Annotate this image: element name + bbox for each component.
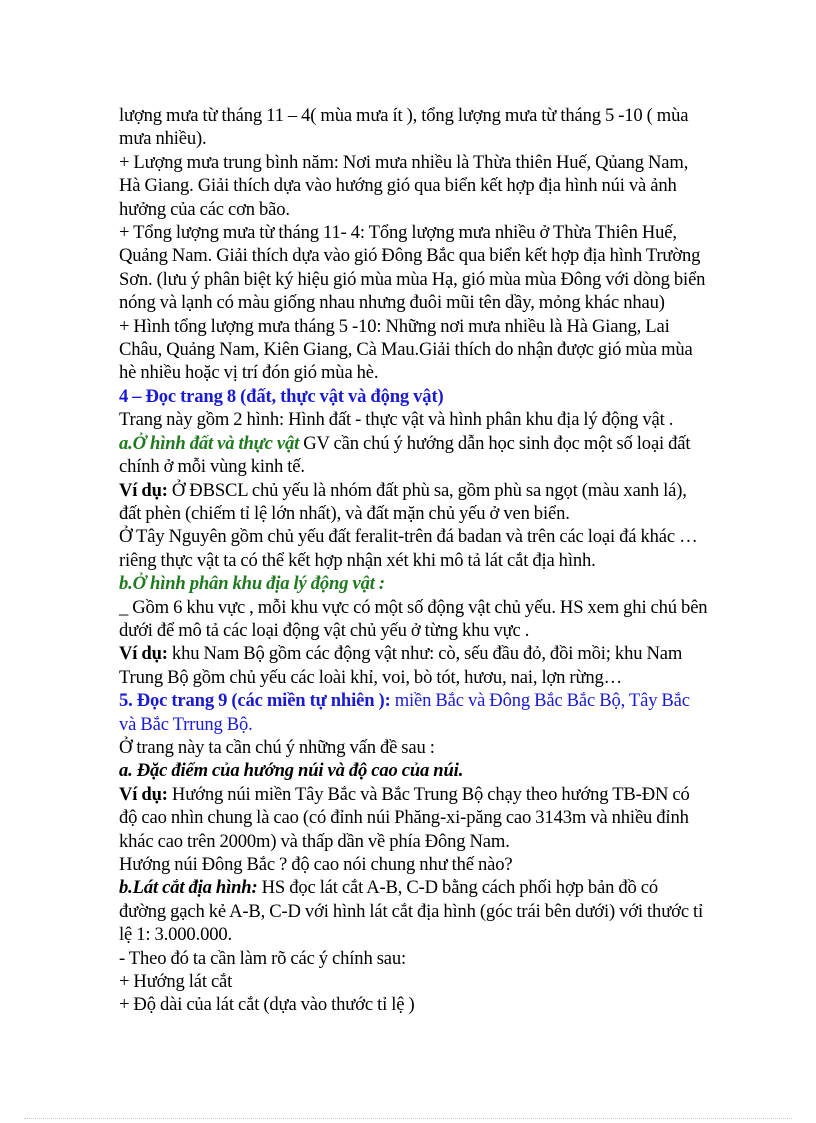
soil-vegetation-text: GV cần chú ý hướng dẫn học sinh đọc một số loại đất chính ở mỗi vùng kinh tế.: [119, 432, 691, 478]
paragraph-rainfall-may-oct: + Hình tổng lượng mưa tháng 5 -10: Những nơi mưa nhiều là Hà Giang, Lai Châu, Quảng Nam, Kiên Giang, Cà Mau.Giải thích do nhận được gió mùa mùa hè nhiều hoặc vị trí đón gió mùa hè.: [119, 315, 693, 384]
example-label: Ví dụ:: [119, 643, 168, 665]
paragraph-tay-nguyen: Ở Tây Nguyên gồm chủ yếu đất feralit-trên đá badan và trên các loại đá khác …riêng thực vật ta có thể kết hợp nhận xét khi mô tả lát cắt địa hình.: [119, 526, 698, 571]
paragraph-example-dbscl: [119, 479, 709, 526]
paragraph-example-animals: [119, 642, 709, 689]
list-item-direction: + Hướng lát cắt: [119, 971, 233, 993]
paragraph-rainfall-seasons: lượng mưa từ tháng 11 – 4( mùa mưa ít ), tổng lượng mưa từ tháng 5 -10 ( mùa mưa nhiều).: [119, 105, 689, 150]
example-text: khu Nam Bộ gồm các động vật như: cò, sếu đầu đỏ, đồi mồi; khu Nam Trung Bộ gồm chủ yếu các loài khỉ, voi, bò tót, hươu, nai, lợn rừng…: [119, 643, 683, 688]
example-label: Ví dụ:: [119, 479, 168, 501]
paragraph-main-points: - Theo đó ta cần làm rõ các ý chính sau:: [119, 947, 407, 969]
subheading-mountain-direction: a. Đặc điểm của hướng núi và độ cao của núi.: [119, 760, 464, 782]
section-heading-4: 4 – Đọc trang 8 (đất, thực vật và động vật): [119, 385, 444, 407]
section-heading-5: [119, 689, 709, 736]
paragraph-cross-section: [119, 876, 709, 946]
list-item-length: + Độ dài của lát cắt (dựa vào thước tỉ lệ ): [119, 994, 415, 1016]
paragraph-page-overview: Trang này gồm 2 hình: Hình đất - thực vật và hình phân khu địa lý động vật .: [119, 409, 674, 431]
document-page: [119, 104, 709, 1017]
paragraph-soil-vegetation: [119, 432, 709, 479]
paragraph-rainfall-nov-apr: + Tổng lượng mưa từ tháng 11- 4: Tổng lượng mưa nhiều ở Thừa Thiên Huế, Quảng Nam. Giải thích dựa vào gió Đông Bắc qua biển kết hợp địa hình Trường Sơn. (lưu ý phân biệt ký hiệu gió mùa mùa Hạ, gió mùa mùa Đông với dòng biển nóng và lạnh có màu giống nhau nhưng đuôi mũi tên dầy, mỏng khác nhau): [119, 222, 706, 314]
section-heading-5-title: 5. Đọc trang 9 (các miền tự nhiên ):: [119, 690, 391, 712]
paragraph-attention: Ở trang này ta cần chú ý những vấn đề sau :: [119, 736, 435, 758]
example-text: Ở ĐBSCL chủ yếu là nhóm đất phù sa, gồm phù sa ngọt (màu xanh lá), đất phèn (chiếm tỉ lệ lớn nhất), và đất mặn chủ yếu ở ven biển.: [119, 479, 687, 524]
section-heading-5-rest: miền Bắc và Đông Bắc Bắc Bộ, Tây Bắc và Bắc Trrung Bộ.: [119, 690, 690, 735]
subheading-animal-zones: b.Ở hình phân khu địa lý động vật :: [119, 573, 385, 595]
paragraph-example-mountains: [119, 783, 709, 853]
subheading-cross-section: b.Lát cắt địa hình:: [119, 877, 258, 899]
page-bottom-divider: [24, 1118, 792, 1119]
cross-section-text: HS đọc lát cắt A-B, C-D bằng cách phối hợp bản đồ có đường gạch kẻ A-B, C-D với hình lát cắt địa hình (góc trái bên dưới) với thước tỉ lệ 1: 3.000.000.: [119, 877, 704, 946]
paragraph-northeast-question: Hướng núi Đông Bắc ? độ cao nói chung như thế nào?: [119, 854, 513, 875]
example-label: Ví dụ:: [119, 783, 168, 805]
paragraph-six-zones: _ Gồm 6 khu vực , mỗi khu vực có một số động vật chủ yếu. HS xem ghi chú bên dưới để mô tả các loại động vật chủ yếu ở từng khu vực .: [119, 596, 708, 641]
subheading-soil-vegetation: a.Ở hình đất và thực vật: [119, 432, 300, 454]
paragraph-annual-rainfall: + Lượng mưa trung bình năm: Nơi mưa nhiều là Thừa thiên Huế, Qủang Nam, Hà Giang. Giải thích dựa vào hướng gió qua biển kết hợp địa hình núi và ảnh hưởng của các cơn bão.: [119, 151, 689, 220]
example-text: Hướng núi miền Tây Bắc và Bắc Trung Bộ chạy theo hướng TB-ĐN có độ cao nhìn chung là cao (có đỉnh núi Phăng-xi-păng cao 3143m và nhiều đỉnh khác cao trên 2000m) và thấp dần về phía Đông Nam.: [119, 783, 690, 852]
